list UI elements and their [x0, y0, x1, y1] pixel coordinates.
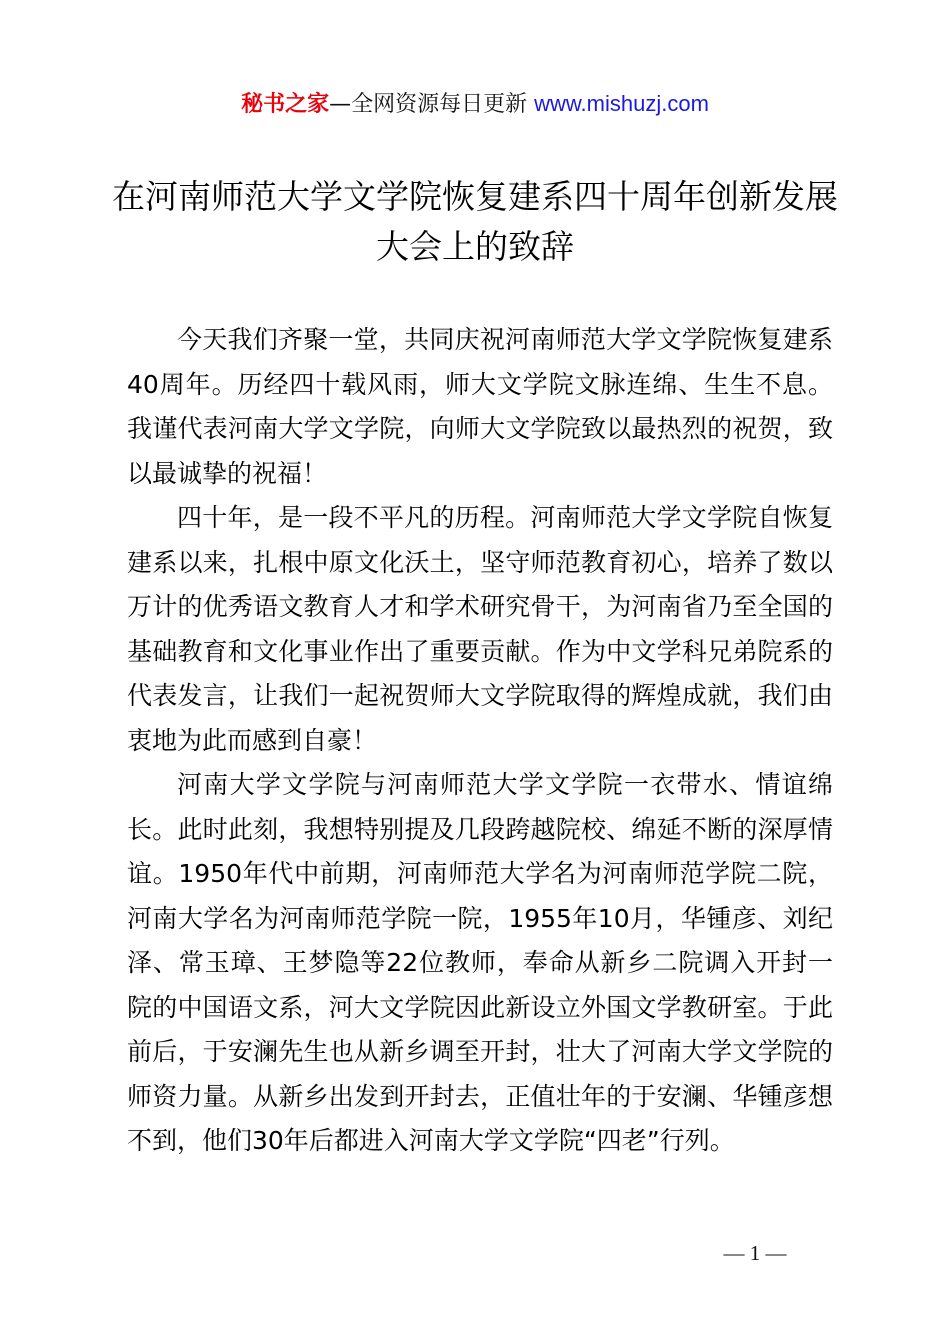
site-brand: 秘书之家 — [241, 92, 330, 117]
paragraph-3: 河南大学文学院与河南师范大学文学院一衣带水、情谊绵长。此时此刻，我想特别提及几段跨越院校、绵延不断的深厚情谊。1950年代中前期，河南师范大学名为河南师范学院二院，河南大学名为河南师范学院一院，1955年10月，华锺彦、刘纪泽、常玉璋、王梦隐等22位教师，奉命从新乡二院调入开封一院的中国语文系，河大文学院因此新设立外国文学教研室。于此前后，于安澜先生也从新乡调至开封，壮大了河南大学文学院的师资力量。从新乡出发到开封去，正值壮年的于安澜、华锺彦想不到，他们30年后都进入河南大学文学院“四老”行列。 — [127, 770, 833, 1155]
page-number: — 1 — — [723, 1241, 787, 1265]
site-header — [0, 86, 950, 123]
paragraph-2: 四十年，是一段不平凡的历程。河南师范大学文学院自恢复建系以来，扎根中原文化沃土，坚守师范教育初心，培养了数以万计的优秀语文教育人才和学术研究骨干，为河南省乃至全国的基础教育和文化事业作出了重要贡献。作为中文学科兄弟院系的代表发言，让我们一起祝贺师大文学院取得的辉煌成就，我们由衷地为此而感到自豪！ — [127, 503, 833, 755]
document-title: 在河南师范大学文学院恢复建系四十周年创新发展大会上的致辞 — [112, 177, 838, 266]
site-url-link[interactable]: www.mishuzj.com — [534, 91, 709, 116]
site-tagline: —全网资源每日更新 — [329, 92, 528, 117]
paragraph-1: 今天我们齐聚一堂，共同庆祝河南师范大学文学院恢复建系40周年。历经四十载风雨，师大文学院文脉连绵、生生不息。我谨代表河南大学文学院，向师大文学院致以最热烈的祝贺，致以最诚挚的祝福！ — [127, 325, 833, 488]
document-body — [127, 318, 833, 1164]
